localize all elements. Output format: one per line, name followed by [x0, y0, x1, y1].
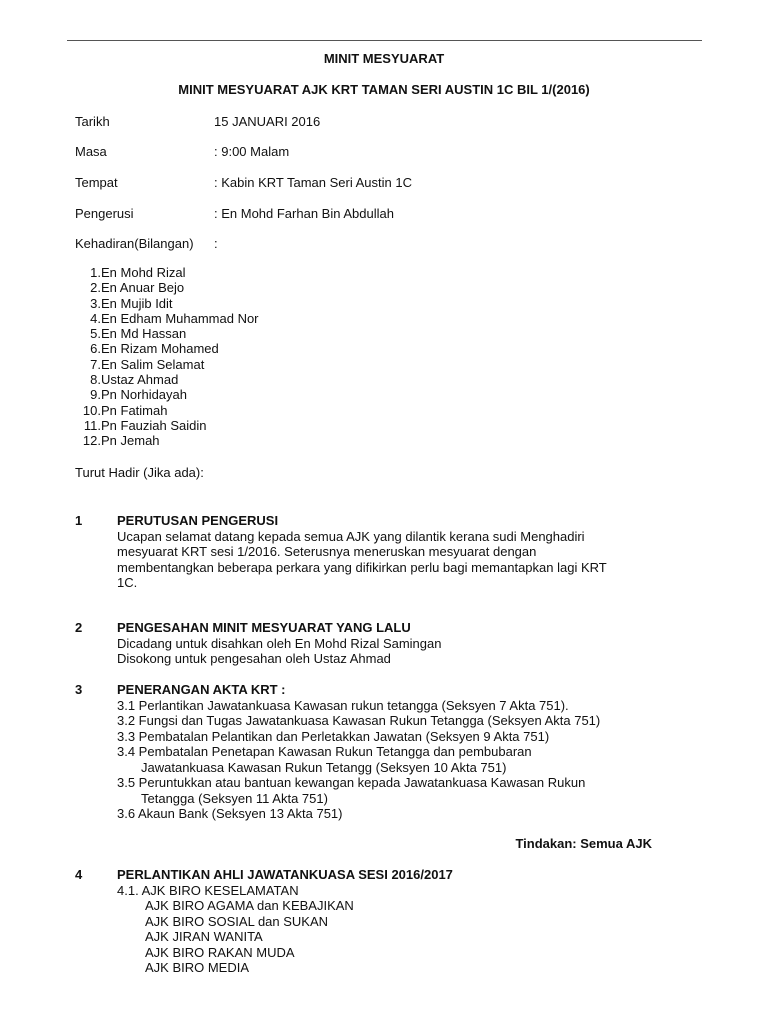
attendee-name: En Mohd Rizal: [101, 265, 186, 280]
section-line: 1C.: [117, 575, 138, 590]
section-heading: PENERANGAN AKTA KRT :: [117, 682, 286, 697]
attendee-name: Ustaz Ahmad: [101, 372, 179, 388]
attendee-number: 5.: [90, 326, 101, 342]
tarikh-value: 15 JANUARI 2016: [214, 114, 321, 129]
attendee-name: En Anuar Bejo: [101, 280, 185, 296]
document-title: MINIT MESYUARAT: [323, 51, 445, 66]
attendee-number: 2.: [90, 280, 101, 296]
list-item: [76, 356, 205, 372]
attendee-number: 10.: [82, 402, 101, 418]
section-heading: PERUTUSAN PENGERUSI: [117, 513, 279, 528]
section-line: Dicadang untuk disahkan oleh En Mohd Rizal Samingan: [117, 635, 442, 651]
pengerusi-label: Pengerusi: [75, 206, 134, 221]
attendee-name: En Edham Muhammad Nor: [101, 310, 259, 326]
attendee-name: En Mujib Idit: [101, 295, 173, 311]
tempat-value: : Kabin KRT Taman Seri Austin 1C: [214, 175, 412, 190]
section-heading: PERLANTIKAN AHLI JAWATANKUASA SESI 2016/2017: [117, 867, 453, 882]
turut-hadir-label: Turut Hadir (Jika ada):: [75, 465, 204, 480]
attendee-list: [76, 265, 259, 449]
attendee-number: 7.: [90, 356, 101, 372]
attendee-number: 12.: [82, 433, 101, 449]
section-number: 2: [75, 620, 83, 635]
tindakan-note: Tindakan: Semua AJK: [515, 836, 652, 851]
section-line: AJK BIRO MEDIA: [145, 960, 250, 975]
list-item: [76, 417, 207, 433]
attendee-name: Pn Fatimah: [101, 402, 168, 418]
attendee-name: Pn Fauziah Saidin: [101, 417, 207, 433]
tarikh-label: Tarikh: [75, 114, 110, 129]
list-item: [76, 295, 173, 311]
list-item: [76, 280, 185, 296]
masa-label: Masa: [75, 144, 107, 159]
section-line: AJK BIRO SOSIAL dan SUKAN: [145, 913, 329, 929]
section-number: 1: [75, 513, 83, 528]
section-line: AJK BIRO AGAMA dan KEBAJIKAN: [145, 898, 354, 913]
kehadiran-label: Kehadiran(Bilangan): [75, 236, 194, 251]
list-item: [76, 265, 186, 280]
header-rule: [67, 40, 702, 41]
attendee-name: En Md Hassan: [101, 326, 187, 342]
section-line: 4.1. AJK BIRO KESELAMATAN: [117, 882, 299, 898]
section-line: Disokong untuk pengesahan oleh Ustaz Ahmad: [117, 651, 391, 666]
section-line: Jawatankuasa Kawasan Rukun Tetangg (Seksyen 10 Akta 751): [141, 759, 507, 775]
attendee-number: 8.: [90, 372, 101, 388]
section-line: membentangkan beberapa perkara yang difikirkan perlu bagi memantapkan lagi KRT: [117, 559, 607, 575]
section-line: 3.2 Fungsi dan Tugas Jawatankuasa Kawasan Rukun Tetangga (Seksyen Akta 751): [117, 713, 601, 728]
list-item: [76, 341, 219, 357]
list-item: [76, 402, 168, 418]
attendee-name: En Rizam Mohamed: [101, 341, 219, 357]
section-line: AJK BIRO RAKAN MUDA: [145, 944, 295, 960]
tempat-label: Tempat: [75, 175, 118, 190]
list-item: [76, 310, 259, 326]
section-line: Tetangga (Seksyen 11 Akta 751): [141, 790, 328, 806]
pengerusi-value: : En Mohd Farhan Bin Abdullah: [214, 206, 394, 221]
kehadiran-value: :: [214, 236, 218, 251]
attendee-name: Pn Norhidayah: [101, 387, 187, 403]
section-heading: PENGESAHAN MINIT MESYUARAT YANG LALU: [117, 620, 411, 635]
list-item: [76, 387, 187, 403]
section-line: 3.3 Pembatalan Pelantikan dan Perletakkan Jawatan (Seksyen 9 Akta 751): [117, 728, 550, 744]
list-item: [76, 326, 187, 342]
section-line: 3.5 Peruntukkan atau bantuan kewangan kepada Jawatankuasa Kawasan Rukun: [117, 775, 586, 790]
section-number: 3: [75, 682, 83, 697]
section-line: AJK JIRAN WANITA: [145, 929, 263, 944]
section-number: 4: [75, 867, 83, 882]
attendee-number: 9.: [90, 387, 101, 403]
attendee-number: 4.: [90, 310, 101, 326]
section-line: Ucapan selamat datang kepada semua AJK yang dilantik kerana sudi Menghadiri: [117, 528, 585, 544]
attendee-name: Pn Jemah: [101, 433, 160, 449]
attendee-number: 6.: [90, 341, 101, 357]
section-line: 3.6 Akaun Bank (Seksyen 13 Akta 751): [117, 806, 343, 821]
attendee-number: 3.: [90, 295, 101, 311]
section-line: 3.1 Perlantikan Jawatankuasa Kawasan rukun tetangga (Seksyen 7 Akta 751).: [117, 697, 569, 713]
section-line: 3.4 Pembatalan Penetapan Kawasan Rukun Tetangga dan pembubaran: [117, 744, 532, 759]
attendee-number: 11.: [83, 417, 101, 433]
masa-value: : 9:00 Malam: [214, 144, 290, 159]
attendee-number: 1.: [90, 265, 101, 280]
list-item: [76, 372, 179, 388]
section-line: mesyuarat KRT sesi 1/2016. Seterusnya meneruskan mesyuarat dengan: [117, 544, 537, 559]
document-subtitle: MINIT MESYUARAT AJK KRT TAMAN SERI AUSTIN 1C BIL 1/(2016): [178, 82, 590, 97]
attendee-name: En Salim Selamat: [101, 356, 205, 372]
list-item: [76, 433, 160, 449]
